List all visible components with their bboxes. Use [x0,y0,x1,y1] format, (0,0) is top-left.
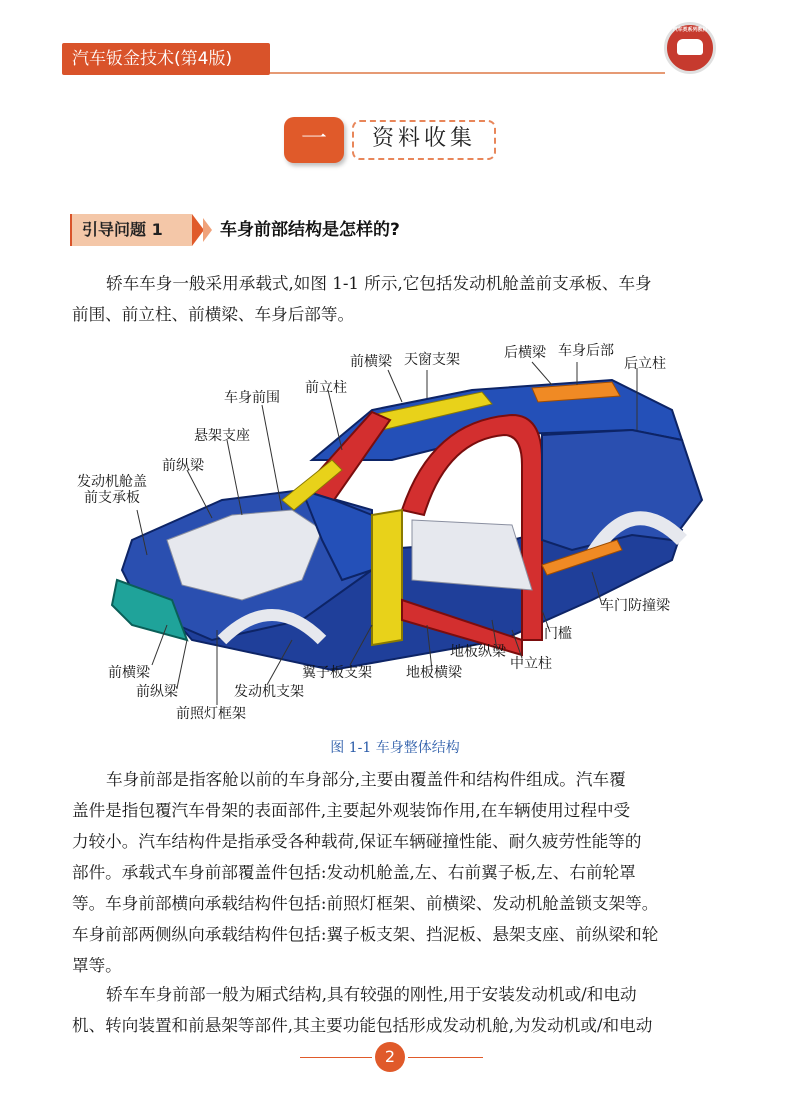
header-rule [270,72,665,74]
question-text: 车身前部结构是怎样的? [220,220,400,240]
book-title-tag: 汽车钣金技术(第4版) [62,43,270,75]
text-line: 轿车车身前部一般为厢式结构,具有较强的刚性,用于安装发动机或/和电动 [106,985,637,1004]
section-title: 资料收集 [371,126,476,151]
text-line: 盖件是指包覆汽车骨架的表面部件,主要起外观装饰作用,在车辆使用过程中受 [72,801,631,820]
car-body-figure [72,340,722,730]
car-body-illustration [72,340,722,730]
page-number-rule-right [408,1057,483,1058]
page-number-rule-left [300,1057,372,1058]
text-line: 前围、前立柱、前横梁、车身后部等。 [72,305,355,324]
label-sunroof-bracket: 天窗支架 [404,352,460,368]
car-icon [677,39,703,55]
label-door-impact-beam: 车门防撞梁 [600,598,670,614]
label-hood-support-line1: 发动机舱盖 [77,474,147,490]
label-rear-pillar: 后立柱 [624,356,666,372]
logo-text: 汽车类系列教材 [672,27,708,33]
publisher-logo [664,22,716,74]
section-number: 一 [284,117,344,163]
label-front-rail-top: 前纵梁 [162,458,204,474]
text-line: 力较小。汽车结构件是指承受各种载荷,保证车辆碰撞性能、耐久疲劳性能等的 [72,832,642,851]
paragraph-front-body-structure [72,979,722,1041]
label-fender-bracket: 翼子板支架 [302,665,372,681]
label-b-pillar: 中立柱 [510,656,552,672]
intro-paragraph [72,268,722,330]
label-floor-cross-beam: 地板横梁 [406,665,462,681]
label-body-rear: 车身后部 [558,343,614,359]
label-cowl: 车身前围 [224,390,280,406]
label-engine-bracket: 发动机支架 [234,684,304,700]
text-line: 车身前部两侧纵向承载结构件包括:翼子板支架、挡泥板、悬架支座、前纵梁和轮 [72,925,659,944]
label-front-pillar: 前立柱 [305,380,347,396]
label-headlamp-frame: 前照灯框架 [176,706,246,722]
label-door-sill: 门槛 [544,626,572,642]
text-line: 罩等。 [72,956,122,975]
arrow-icon-secondary [203,218,212,242]
label-rear-cross-beam: 后横梁 [504,345,546,361]
label-front-cross-beam-top: 前横梁 [350,354,392,370]
text-line: 部件。承载式车身前部覆盖件包括:发动机舱盖,左、右前翼子板,左、右前轮罩 [72,863,636,882]
label-hood-support-line2: 前支承板 [84,490,140,506]
figure-caption: 图 1-1 车身整体结构 [330,740,460,756]
label-front-cross-beam-bottom: 前横梁 [108,665,150,681]
text-line: 车身前部是指客舱以前的车身部分,主要由覆盖件和结构件组成。汽车覆 [106,770,626,789]
text-line: 机、转向装置和前悬架等部件,其主要功能包括形成发动机舱,为发动机或/和电动 [72,1016,653,1035]
question-label: 引导问题 1 [72,214,192,246]
label-suspension-mount: 悬架支座 [194,428,250,444]
text-line: 轿车车身一般采用承载式,如图 1-1 所示,它包括发动机舱盖前支承板、车身 [106,274,652,293]
text-line: 等。车身前部横向承载结构件包括:前照灯框架、前横梁、发动机舱盖锁支架等。 [72,894,659,913]
page-number: 2 [375,1042,405,1072]
label-front-rail-bottom: 前纵梁 [136,684,178,700]
label-floor-rail: 地板纵梁 [450,644,506,660]
paragraph-front-body-definition [72,764,722,981]
